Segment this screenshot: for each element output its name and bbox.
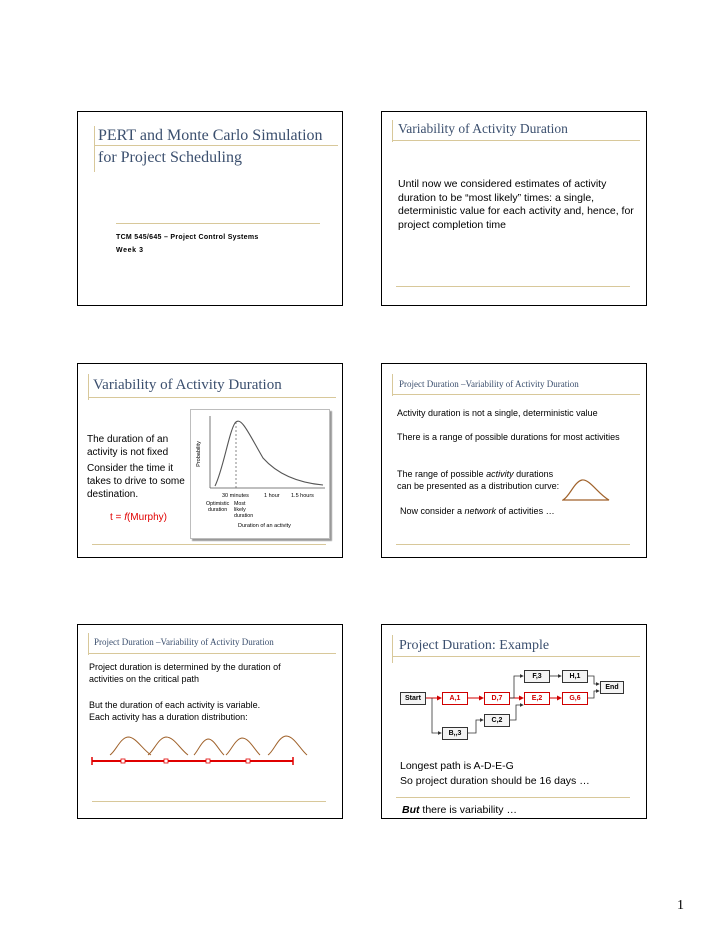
subtitle-rule <box>116 223 320 224</box>
title-underline <box>392 140 640 141</box>
course-name: TCM 545/645 – Project Control Systems <box>116 234 259 241</box>
probability-curve <box>215 421 323 486</box>
slide-4-title: Project Duration –Variability of Activity Duration <box>399 379 579 389</box>
distribution-curve-icon <box>562 476 610 502</box>
chart-svg <box>191 410 329 538</box>
annotation-most-likely-line-2: likely <box>234 507 246 513</box>
activity-distributions-timeline <box>88 731 308 771</box>
annotation-most-likely-line-1: Most <box>234 501 246 507</box>
annotation-optimistic-line-1: Optimistic <box>206 501 230 507</box>
slide-1-title-line-1: PERT and Monte Carlo Simulation <box>98 127 323 144</box>
timeline-node-4 <box>246 759 250 763</box>
slide-5-point-3: Each activity has a duration distribution: <box>89 712 248 722</box>
slide-4-point-2: There is a range of possible durations for most activities <box>397 432 620 442</box>
title-accent-rule <box>88 633 89 655</box>
distribution-curve-2 <box>148 737 188 755</box>
formula-f: f <box>124 512 127 523</box>
node-c: C,2 <box>484 714 510 727</box>
slide-3 <box>77 363 343 558</box>
slide-5-point-1: Project duration is determined by the duration of activities on the critical path <box>89 662 281 684</box>
slide-6-title: Project Duration: Example <box>399 638 550 653</box>
annotation-most-likely-line-3: duration <box>234 513 254 519</box>
annotation-optimistic-line-2: duration <box>208 507 228 513</box>
point-3-text-b: durations can be presented as a distribution curve: <box>397 469 560 491</box>
slide-4-point-1: Activity duration is not a single, deterministic value <box>397 408 598 418</box>
distribution-curve-4 <box>226 738 260 755</box>
formula-argument: (Murphy) <box>126 512 167 523</box>
slide-6-line-1: Longest path is A-D-E-G <box>400 760 514 772</box>
title-accent-rule <box>94 126 95 172</box>
slide-1 <box>77 111 343 306</box>
y-axis-label: Probability <box>196 441 202 467</box>
point-4-text-b: of activities … <box>496 506 555 516</box>
slide-2-body: Until now we considered estimates of activity duration to be “most likely” times: a single, deterministic value for each activity and, hence, for project completion time <box>398 178 634 231</box>
slide-5-title: Project Duration –Variability of Activity Duration <box>94 637 274 647</box>
node-a: A,1 <box>442 692 468 705</box>
node-g: G,6 <box>562 692 588 705</box>
node-h: H,1 <box>562 670 588 683</box>
x-tick-1-5-hours: 1.5 hours <box>291 493 314 499</box>
slide-3-title: Variability of Activity Duration <box>93 377 282 393</box>
point-4-text-a: Now consider a <box>400 506 465 516</box>
slide-1-title-line-2: for Project Scheduling <box>98 149 242 166</box>
footer-rule <box>92 544 326 545</box>
title-accent-rule <box>392 374 393 396</box>
node-e: E,2 <box>524 692 550 705</box>
x-tick-1-hour: 1 hour <box>264 493 280 499</box>
duration-probability-chart <box>190 409 330 539</box>
slide-2-title: Variability of Activity Duration <box>398 121 568 136</box>
footer-rule <box>396 797 630 798</box>
title-underline <box>94 145 338 146</box>
distribution-curve-3 <box>194 739 224 755</box>
point-4-emphasis: network <box>464 506 497 516</box>
distribution-curve-5 <box>268 736 307 755</box>
page-number: 1 <box>677 898 684 913</box>
slide-3-point-1: The duration of an activity is not fixed <box>87 434 169 458</box>
footer-rule <box>396 544 630 545</box>
week-label: Week 3 <box>116 247 144 254</box>
slide-6-conclusion <box>402 803 642 817</box>
slide-5 <box>77 624 343 819</box>
x-axis-label: Duration of an activity <box>238 523 291 529</box>
slide-6-line-2: So project duration should be 16 days … <box>400 775 590 787</box>
footer-rule <box>396 286 630 287</box>
slide-4-point-3 <box>397 468 565 492</box>
timeline-node-1 <box>121 759 125 763</box>
node-end: End <box>600 681 624 694</box>
but-emphasis: But <box>402 804 420 816</box>
node-d: D,7 <box>484 692 510 705</box>
point-3-emphasis: activity <box>486 469 514 479</box>
x-tick-30-minutes: 30 minutes <box>222 493 249 499</box>
formula-t: t = <box>110 512 125 523</box>
formula <box>110 511 167 525</box>
conclusion-rest: there is variability … <box>419 804 517 816</box>
slide-5-point-2: But the duration of each activity is variable. <box>89 700 261 710</box>
slide-4 <box>381 363 647 558</box>
node-start: Start <box>400 692 426 705</box>
timeline-node-2 <box>164 759 168 763</box>
slide-3-point-2: Consider the time it takes to drive to some destination. <box>87 463 185 500</box>
title-accent-rule <box>392 120 393 142</box>
node-f: F,3 <box>524 670 550 683</box>
distribution-curve-1 <box>110 737 151 755</box>
title-underline <box>88 397 336 398</box>
slide-6 <box>381 624 647 819</box>
timeline-node-3 <box>206 759 210 763</box>
slide-4-point-4 <box>400 505 640 517</box>
point-3-text-a: The range of possible <box>397 469 487 479</box>
title-underline <box>88 653 336 654</box>
footer-rule <box>92 801 326 802</box>
title-underline <box>392 394 640 395</box>
node-b: B,,3 <box>442 727 468 740</box>
slide-2 <box>381 111 647 306</box>
